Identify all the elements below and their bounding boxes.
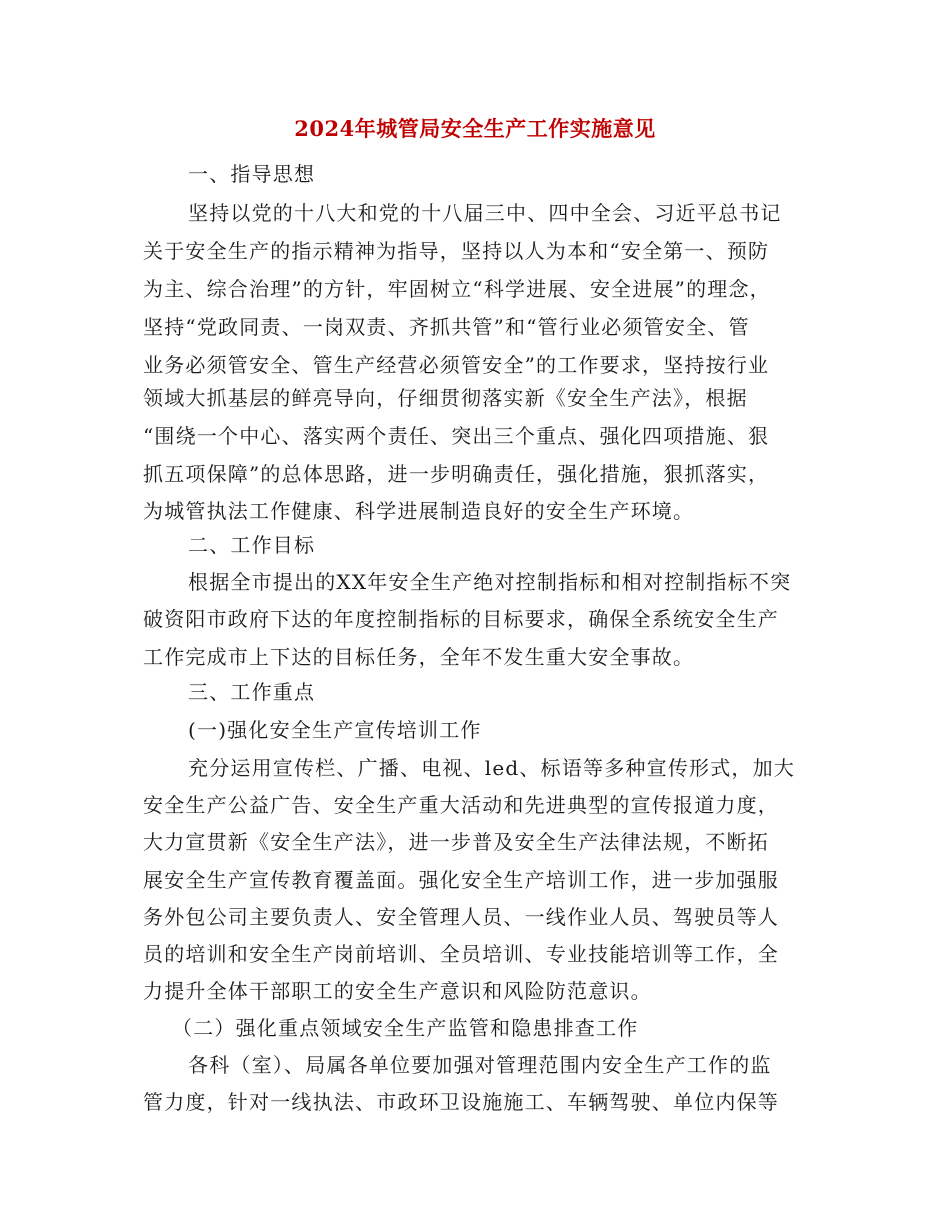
- paragraph-line: 力提升全体干部职工的安全生产意识和风险防范意识。: [143, 979, 652, 1003]
- paragraph-line: 安全生产公益广告、安全生产重大活动和先进典型的宣传报道力度，: [143, 793, 779, 817]
- paragraph-line: 充分运用宣传栏、广播、电视、led、标语等多种宣传形式，加大: [188, 756, 796, 780]
- paragraph-line: 管力度，针对一线执法、市政环卫设施施工、车辆驾驶、单位内保等: [143, 1090, 779, 1114]
- paragraph-line: 领域大抓基层的鲜亮导向，仔细贯彻落实新《安全生产法》，根据: [143, 386, 748, 410]
- section-heading-guiding-ideology: 一、指导思想: [188, 162, 316, 186]
- paragraph-line: 员的培训和安全生产岗前培训、全员培训、专业技能培训等工作，全: [143, 942, 779, 966]
- section-heading-work-focus: 三、工作重点: [188, 680, 316, 704]
- paragraph-line: 工作完成市上下达的目标任务，全年不发生重大安全事故。: [143, 645, 695, 669]
- section-heading-work-goals: 二、工作目标: [188, 533, 316, 557]
- paragraph-line: 为城管执法工作健康、科学进展制造良好的安全生产环境。: [143, 499, 695, 523]
- paragraph-line: 坚持“党政同责、一岗双责、齐抓共管”和“管行业必须管安全、管: [143, 315, 750, 339]
- paragraph-line: 大力宣贯新《安全生产法》，进一步普及安全生产法律法规，不断拓: [143, 830, 769, 854]
- paragraph-line: 抓五项保障”的总体思路，进一步明确责任，强化措施，狠抓落实，: [143, 462, 770, 486]
- paragraph-line: “围绕一个中心、落实两个责任、突出三个重点、强化四项措施、狠: [143, 424, 770, 448]
- paragraph-line: 坚持以党的十八大和党的十八届三中、四中全会、习近平总书记: [188, 201, 782, 225]
- document-title: 2024年城管局安全生产工作实施意见: [294, 116, 656, 141]
- paragraph-line: 各科（室）、局属各单位要加强对管理范围内安全生产工作的监: [188, 1053, 772, 1077]
- subsection-heading-key-areas-supervision: （二）强化重点领域安全生产监管和隐患排查工作: [172, 1016, 639, 1040]
- paragraph-line: 关于安全生产的指示精神为指导，坚持以人为本和“安全第一、预防: [143, 239, 770, 263]
- paragraph-line: 根据全市提出的XX年安全生产绝对控制指标和相对控制指标不突: [188, 570, 792, 594]
- paragraph-line: 业务必须管安全、管生产经营必须管安全”的工作要求，坚持按行业: [143, 353, 770, 377]
- subsection-heading-publicity-training: (一)强化安全生产宣传培训工作: [188, 718, 482, 742]
- paragraph-line: 务外包公司主要负责人、安全管理人员、一线作业人员、驾驶员等人: [143, 905, 779, 929]
- paragraph-line: 展安全生产宣传教育覆盖面。强化安全生产培训工作，进一步加强服: [143, 868, 779, 892]
- paragraph-line: 破资阳市政府下达的年度控制指标的目标要求，确保全系统安全生产: [143, 607, 779, 631]
- paragraph-line: 为主、综合治理”的方针，牢固树立“科学进展、安全进展”的理念，: [143, 277, 771, 301]
